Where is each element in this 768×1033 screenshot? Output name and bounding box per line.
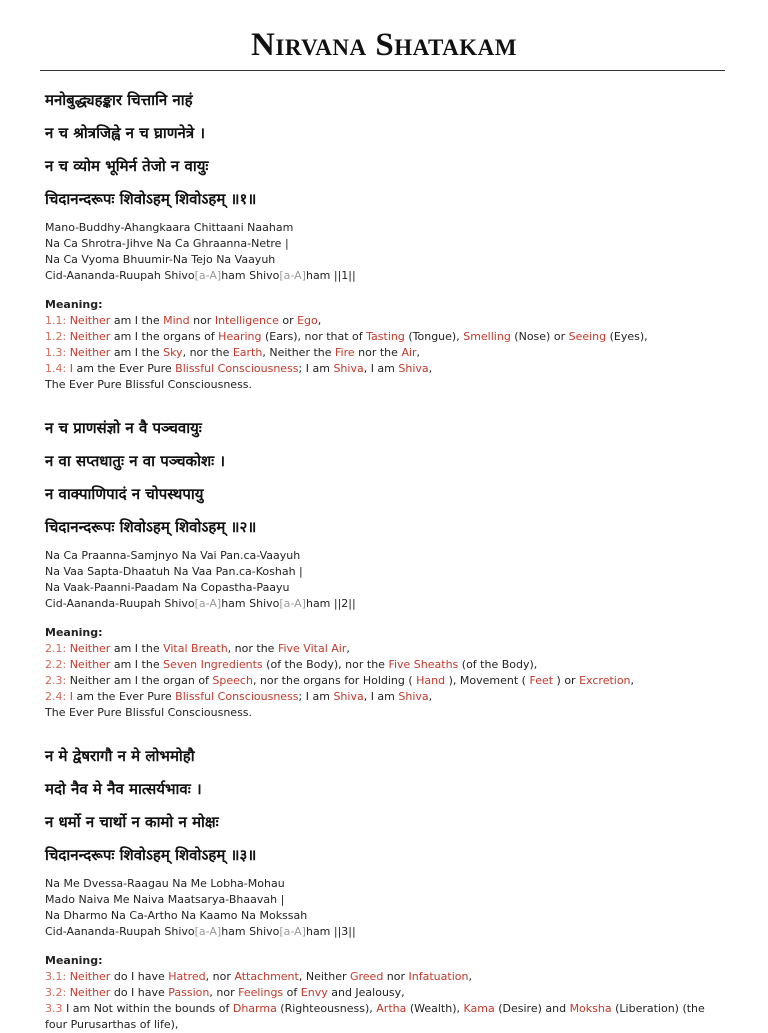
highlighted-term: Dharma	[232, 1002, 277, 1015]
text-segment: ) or	[553, 674, 580, 687]
text-segment: (Righteousness),	[276, 1002, 377, 1015]
text-segment: do I have	[110, 986, 169, 999]
text-segment: ham Shivo	[221, 597, 280, 610]
highlighted-term: Smelling	[463, 330, 511, 343]
text-segment: (Ears), nor that of	[261, 330, 367, 343]
text-segment: nor	[189, 314, 215, 327]
text-segment: do I have	[110, 970, 169, 983]
text-segment: ,	[468, 970, 472, 983]
meaning-line	[45, 673, 715, 689]
line-number: 1.3:	[45, 346, 70, 359]
section-spacer	[45, 721, 715, 740]
pale-marker: [a-A]	[194, 597, 222, 610]
highlighted-term: Hand	[416, 674, 446, 687]
text-segment: ham Shivo	[221, 269, 280, 282]
meaning-line	[45, 313, 715, 329]
text-segment: ham ||3||	[305, 925, 356, 938]
highlighted-term: Fire	[335, 346, 355, 359]
highlighted-term: Shiva	[398, 690, 429, 703]
highlighted-term: Excretion	[579, 674, 631, 687]
highlighted-term: Blissful Consciousness	[175, 690, 299, 703]
transliteration-block	[45, 220, 715, 284]
highlighted-term: Attachment	[234, 970, 299, 983]
sanskrit-line: चिदानन्दरूपः शिवोऽहम् शिवोऽहम् ॥१॥	[45, 190, 257, 208]
highlighted-term: Passion	[168, 986, 210, 999]
text-segment: Na Me Dvessa-Raagau Na Me Lobha-Mohau	[45, 877, 285, 890]
meaning-line	[45, 705, 715, 721]
highlighted-term: Vital Breath	[163, 642, 228, 655]
highlighted-term: Sky	[163, 346, 183, 359]
text-segment: , Neither	[298, 970, 350, 983]
sanskrit-line: न धर्मो न चार्थो न कामो न मोक्षः	[45, 813, 219, 831]
meaning-line	[45, 689, 715, 705]
text-segment: (Eyes),	[606, 330, 648, 343]
verse-section	[45, 740, 715, 1033]
highlighted-term: Five Vital Air	[277, 642, 347, 655]
text-segment: four Purusarthas of life),	[45, 1018, 179, 1031]
line-number: 3.3	[45, 1002, 66, 1015]
text-segment: ,	[428, 690, 433, 703]
text-segment: ; I am	[298, 690, 334, 703]
text-segment: , nor	[205, 970, 235, 983]
highlighted-term: Infatuation	[408, 970, 469, 983]
highlighted-term: Neither	[69, 346, 111, 359]
sanskrit-line: न मे द्वेषरागौ न मे लोभमोहौ	[45, 747, 195, 765]
text-segment: Na Dharmo Na Ca-Artho Na Kaamo Na Mokssah	[45, 909, 308, 922]
text-segment: , nor the	[182, 346, 233, 359]
text-segment: am I the	[110, 314, 164, 327]
text-segment: am I the	[110, 658, 164, 671]
text-segment: , nor the organs for Holding (	[252, 674, 417, 687]
text-segment: ,	[346, 642, 350, 655]
highlighted-term: Ego	[297, 314, 318, 327]
highlighted-term: Neither	[69, 314, 111, 327]
highlighted-term: Neither	[69, 986, 111, 999]
highlighted-term: Neither	[69, 330, 111, 343]
text-segment: am the Ever Pure	[72, 690, 176, 703]
transliteration-line	[45, 580, 715, 596]
text-segment: or	[278, 314, 298, 327]
text-segment: Na Vaa Sapta-Dhaatuh Na Vaa Pan.ca-Koshah |	[45, 565, 303, 578]
text-segment: ham ||2||	[305, 597, 356, 610]
meaning-line	[45, 329, 715, 345]
highlighted-term: Tasting	[366, 330, 405, 343]
highlighted-term: Speech	[212, 674, 253, 687]
line-number: 3.1:	[45, 970, 70, 983]
highlighted-term: Blissful Consciousness	[175, 362, 299, 375]
transliteration-line	[45, 252, 715, 268]
transliteration-line	[45, 236, 715, 252]
meaning-line	[45, 361, 715, 377]
text-segment: ,	[428, 362, 433, 375]
text-segment: (Tongue),	[404, 330, 464, 343]
sanskrit-line: न वा सप्तधातुः न वा पञ्चकोशः ।	[45, 452, 226, 470]
highlighted-term: Earth	[232, 346, 263, 359]
text-segment: ham ||1||	[305, 269, 356, 282]
sanskrit-line: न च श्रोत्रजिह्वे न च घ्राणनेत्रे ।	[45, 124, 206, 142]
highlighted-term: I	[69, 362, 73, 375]
highlighted-term: Kama	[463, 1002, 495, 1015]
text-segment: I am Not within the bounds of	[66, 1002, 233, 1015]
transliteration-line	[45, 924, 715, 940]
pale-marker: [a-A]	[279, 925, 306, 938]
sanskrit-line: न च प्राणसंज्ञो न वै पञ्चवायुः	[45, 419, 202, 437]
meaning-line	[45, 969, 715, 985]
meaning-line	[45, 641, 715, 657]
highlighted-term: Shiva	[333, 690, 364, 703]
meaning-heading: Meaning:	[45, 626, 103, 639]
sanskrit-line: मनोबुद्ध्यहङ्कार चित्तानि नाहं	[45, 91, 193, 109]
highlighted-term: Shiva	[398, 362, 429, 375]
section-spacer	[45, 393, 715, 412]
line-number: 2.3:	[45, 674, 70, 687]
highlighted-term: Hearing	[218, 330, 262, 343]
transliteration-line	[45, 220, 715, 236]
page-title: Nirvana Shatakam	[251, 27, 517, 63]
highlighted-term: Air	[401, 346, 417, 359]
text-segment: , nor the	[227, 642, 278, 655]
text-segment: (Nose) or	[510, 330, 569, 343]
meaning-heading: Meaning:	[45, 954, 103, 967]
sanskrit-line: मदो नैव मे नैव मात्सर्यभावः ।	[45, 780, 202, 798]
text-segment: (of the Body),	[458, 658, 538, 671]
meaning-line	[45, 657, 715, 673]
text-segment: ; I am	[298, 362, 334, 375]
highlighted-term: Moksha	[569, 1002, 612, 1015]
verse-section	[45, 412, 715, 721]
pale-marker: [a-A]	[194, 269, 222, 282]
highlighted-term: I	[69, 690, 73, 703]
sanskrit-line: चिदानन्दरूपः शिवोऽहम् शिवोऽहम् ॥३॥	[45, 846, 257, 864]
text-segment: , I am	[363, 362, 399, 375]
text-segment: Na Ca Vyoma Bhuumir-Na Tejo Na Vaayuh	[45, 253, 276, 266]
verse-section	[45, 84, 715, 393]
highlighted-term: Neither	[69, 970, 111, 983]
highlighted-term: Envy	[300, 986, 328, 999]
text-segment: of	[283, 986, 301, 999]
meaning-line	[45, 345, 715, 361]
highlighted-term: Neither	[69, 658, 111, 671]
highlighted-term: Hatred	[168, 970, 206, 983]
pale-marker: [a-A]	[194, 925, 222, 938]
line-number: 2.2:	[45, 658, 70, 671]
text-segment: (Wealth),	[406, 1002, 464, 1015]
meaning-line	[45, 1017, 715, 1033]
highlighted-term: Five Sheaths	[388, 658, 459, 671]
transliteration-line	[45, 268, 715, 284]
transliteration-line	[45, 876, 715, 892]
sanskrit-line: चिदानन्दरूपः शिवोऽहम् शिवोऽहम् ॥२॥	[45, 518, 257, 536]
line-number: 3.2:	[45, 986, 70, 999]
highlighted-term: Greed	[349, 970, 384, 983]
pale-marker: [a-A]	[279, 597, 306, 610]
text-segment: Na Ca Shrotra-Jihve Na Ca Ghraanna-Netre |	[45, 237, 289, 250]
highlighted-term: Shiva	[333, 362, 364, 375]
text-segment: Neither am I the organ of	[69, 674, 213, 687]
line-number: 1.4:	[45, 362, 70, 375]
highlighted-term: Seeing	[568, 330, 607, 343]
text-segment: (Liberation) (the	[611, 1002, 705, 1015]
sanskrit-line: न च व्योम भूमिर्न तेजो न वायुः	[45, 157, 209, 175]
transliteration-line	[45, 596, 715, 612]
text-segment: ,	[317, 314, 322, 327]
highlighted-term: Intelligence	[214, 314, 279, 327]
text-segment: , Neither the	[262, 346, 336, 359]
text-segment: and Jealousy,	[327, 986, 405, 999]
verses-container	[45, 84, 715, 1033]
text-segment: am I the organs of	[110, 330, 219, 343]
highlighted-term: Feet	[529, 674, 554, 687]
highlighted-term: Neither	[69, 642, 111, 655]
text-segment: Mano-Buddhy-Ahangkaara Chittaani Naaham	[45, 221, 294, 234]
transliteration-line	[45, 892, 715, 908]
line-number: 2.1:	[45, 642, 70, 655]
text-segment: am I the	[110, 346, 164, 359]
highlighted-term: Feelings	[238, 986, 284, 999]
text-segment: am the Ever Pure	[72, 362, 176, 375]
transliteration-line	[45, 564, 715, 580]
text-segment: , nor	[209, 986, 239, 999]
text-segment: ,	[416, 346, 421, 359]
line-number: 1.2:	[45, 330, 70, 343]
text-segment: Mado Naiva Me Naiva Maatsarya-Bhaavah |	[45, 893, 285, 906]
text-segment: (Desire) and	[494, 1002, 570, 1015]
transliteration-block	[45, 876, 715, 940]
text-segment: Cid-Aananda-Ruupah Shivo	[45, 597, 195, 610]
text-segment: , I am	[363, 690, 399, 703]
text-segment: (of the Body), nor the	[262, 658, 389, 671]
highlighted-term: Mind	[163, 314, 190, 327]
meaning-line	[45, 377, 715, 393]
text-segment: The Ever Pure Blissful Consciousness.	[45, 706, 253, 719]
text-segment: ,	[630, 674, 635, 687]
text-segment: ), Movement (	[445, 674, 530, 687]
text-segment: The Ever Pure Blissful Consciousness.	[45, 378, 253, 391]
text-segment: nor the	[354, 346, 402, 359]
highlighted-term: Artha	[376, 1002, 407, 1015]
text-segment: nor	[383, 970, 409, 983]
text-segment: Na Vaak-Paanni-Paadam Na Copastha-Paayu	[45, 581, 290, 594]
meaning-line	[45, 1001, 715, 1017]
highlighted-term: Seven Ingredients	[163, 658, 263, 671]
text-segment: Cid-Aananda-Ruupah Shivo	[45, 269, 195, 282]
line-number: 1.1:	[45, 314, 70, 327]
text-segment: am I the	[110, 642, 164, 655]
pale-marker: [a-A]	[279, 269, 306, 282]
text-segment: ham Shivo	[221, 925, 280, 938]
meaning-heading: Meaning:	[45, 298, 103, 311]
transliteration-line	[45, 548, 715, 564]
transliteration-line	[45, 908, 715, 924]
line-number: 2.4:	[45, 690, 70, 703]
meaning-line	[45, 985, 715, 1001]
title-divider	[40, 70, 725, 71]
text-segment: Na Ca Praanna-Samjnyo Na Vai Pan.ca-Vaayuh	[45, 549, 301, 562]
sanskrit-line: न वाक्पाणिपादं न चोपस्थपायु	[45, 485, 204, 503]
text-segment: Cid-Aananda-Ruupah Shivo	[45, 925, 195, 938]
transliteration-block	[45, 548, 715, 612]
